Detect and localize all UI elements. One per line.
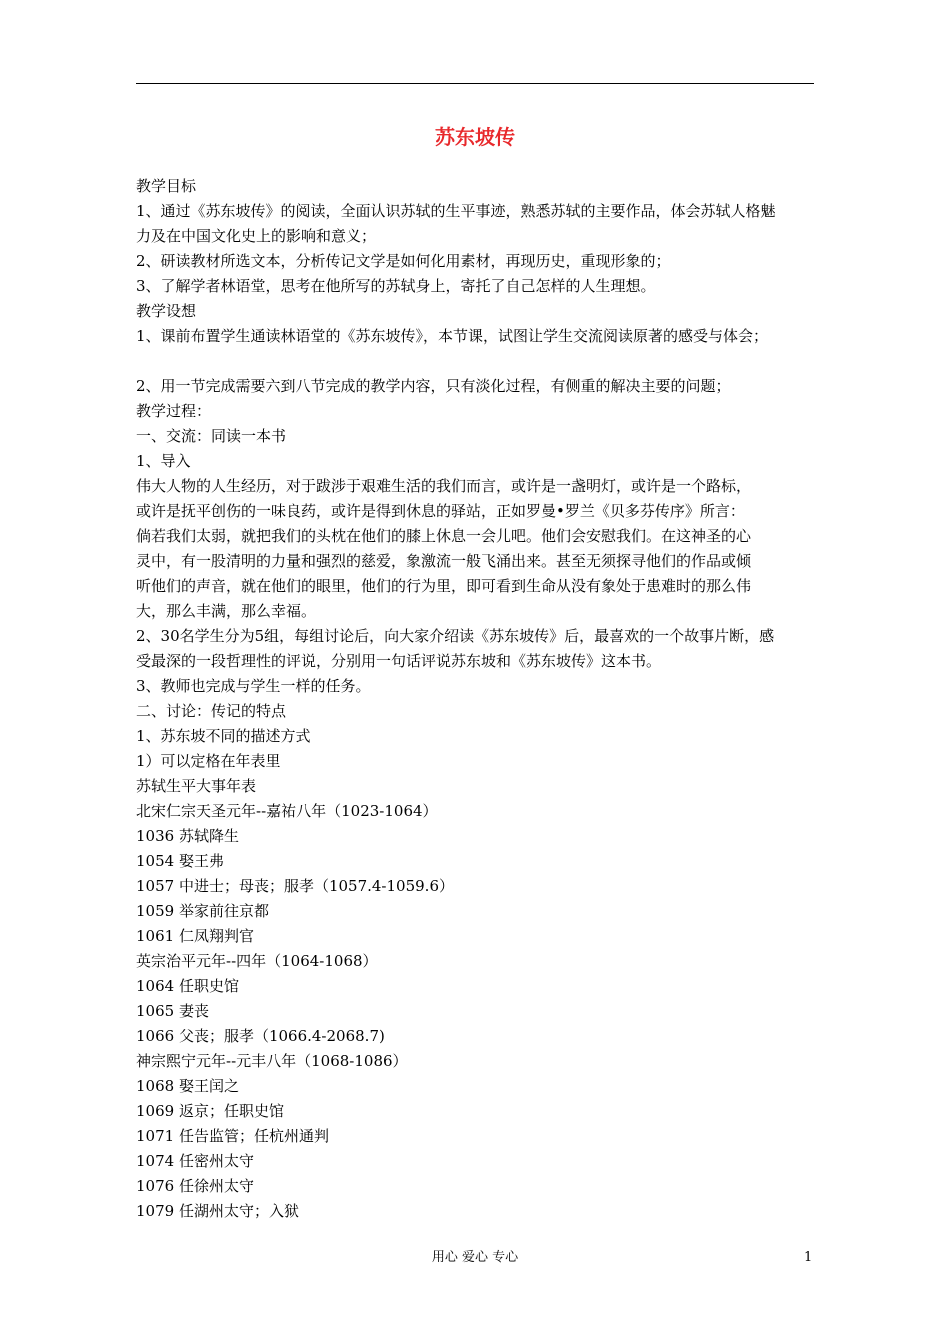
text-line: 教学目标 — [136, 177, 197, 195]
text-line: 2、用一节完成需要六到八节完成的教学内容，只有淡化过程，有侧重的解决主要的问题； — [136, 377, 731, 395]
text-line: 神宗熙宁元年--元丰八年（1068-1086） — [136, 1052, 408, 1070]
text-line: 倘若我们太弱，就把我们的头枕在他们的膝上休息一会儿吧。他们会安慰我们。在这神圣的心 — [136, 527, 752, 545]
text-line: 英宗治平元年--四年（1064-1068） — [136, 952, 378, 970]
text-line: 1066 父丧；服孝（1066.4-2068.7) — [136, 1027, 385, 1045]
text-line: 1036 苏轼降生 — [136, 827, 239, 845]
text-line: 1074 任密州太守 — [136, 1152, 254, 1170]
text-line: 1）可以定格在年表里 — [136, 752, 281, 770]
text-line: 1071 任告监管；任杭州通判 — [136, 1127, 329, 1145]
text-line: 1、苏东坡不同的描述方式 — [136, 727, 311, 745]
text-line: 2、研读教材所选文本，分析传记文学是如何化用素材，再现历史，重现形象的； — [136, 252, 671, 270]
text-line: 1079 任湖州太守；入狱 — [136, 1202, 299, 1220]
text-line: 北宋仁宗天圣元年--嘉祐八年（1023-1064） — [136, 802, 438, 820]
text-line: 1068 娶王闰之 — [136, 1077, 239, 1095]
text-line: 或许是抚平创伤的一味良药，或许是得到休息的驿站，正如罗曼•罗兰《贝多芬传序》所言： — [136, 502, 745, 520]
text-line: 3、了解学者林语堂，思考在他所写的苏轼身上，寄托了自己怎样的人生理想。 — [136, 277, 656, 295]
text-line: 一、交流：同读一本书 — [136, 427, 287, 445]
text-line: 灵中，有一股清明的力量和强烈的慈爱，象激流一般飞涌出来。甚至无须探寻他们的作品或倾 — [136, 552, 752, 570]
text-line: 听他们的声音，就在他们的眼里，他们的行为里，即可看到生命从没有象处于患难时的那么伟 — [136, 577, 752, 595]
text-line: 教学设想 — [136, 302, 197, 320]
document-title: 苏东坡传 — [435, 125, 515, 149]
header-rule — [136, 83, 814, 84]
text-line: 苏轼生平大事年表 — [136, 777, 257, 795]
text-line: 1、课前布置学生通读林语堂的《苏东坡传》，本节课，试图让学生交流阅读原著的感受与体会； — [136, 327, 769, 345]
page-number: 1 — [804, 1250, 813, 1265]
text-line: 2、30名学生分为5组，每组讨论后，向大家介绍读《苏东坡传》后，最喜欢的一个故事片断，感 — [136, 627, 775, 645]
text-line: 1054 娶王弗 — [136, 852, 224, 870]
text-line: 1、导入 — [136, 452, 191, 470]
text-line: 3、教师也完成与学生一样的任务。 — [136, 677, 371, 695]
footer-motto: 用心 爱心 专心 — [431, 1250, 519, 1265]
text-line: 教学过程： — [136, 402, 212, 420]
document-body — [136, 174, 826, 1224]
text-line: 受最深的一段哲理性的评说，分别用一句话评说苏东坡和《苏东坡传》这本书。 — [136, 652, 662, 670]
text-line: 1、通过《苏东坡传》的阅读，全面认识苏轼的生平事迹，熟悉苏轼的主要作品，体会苏轼人格魅 — [136, 202, 776, 220]
text-line: 1076 任徐州太守 — [136, 1177, 254, 1195]
text-line: 1061 仁凤翔判官 — [136, 927, 254, 945]
text-line: 大，那么丰满，那么幸福。 — [136, 602, 317, 620]
blank-line — [136, 349, 826, 374]
text-line: 1065 妻丧 — [136, 1002, 209, 1020]
text-line: 1069 返京；任职史馆 — [136, 1102, 284, 1120]
text-line: 1064 任职史馆 — [136, 977, 239, 995]
text-line: 1057 中进士；母丧；服孝（1057.4-1059.6） — [136, 877, 454, 895]
text-line: 1059 举家前往京都 — [136, 902, 269, 920]
text-line: 伟大人物的人生经历，对于跋涉于艰难生活的我们而言，或许是一盏明灯，或许是一个路标， — [136, 477, 752, 495]
text-line: 力及在中国文化史上的影响和意义； — [136, 227, 377, 245]
text-line: 二、讨论：传记的特点 — [136, 702, 287, 720]
